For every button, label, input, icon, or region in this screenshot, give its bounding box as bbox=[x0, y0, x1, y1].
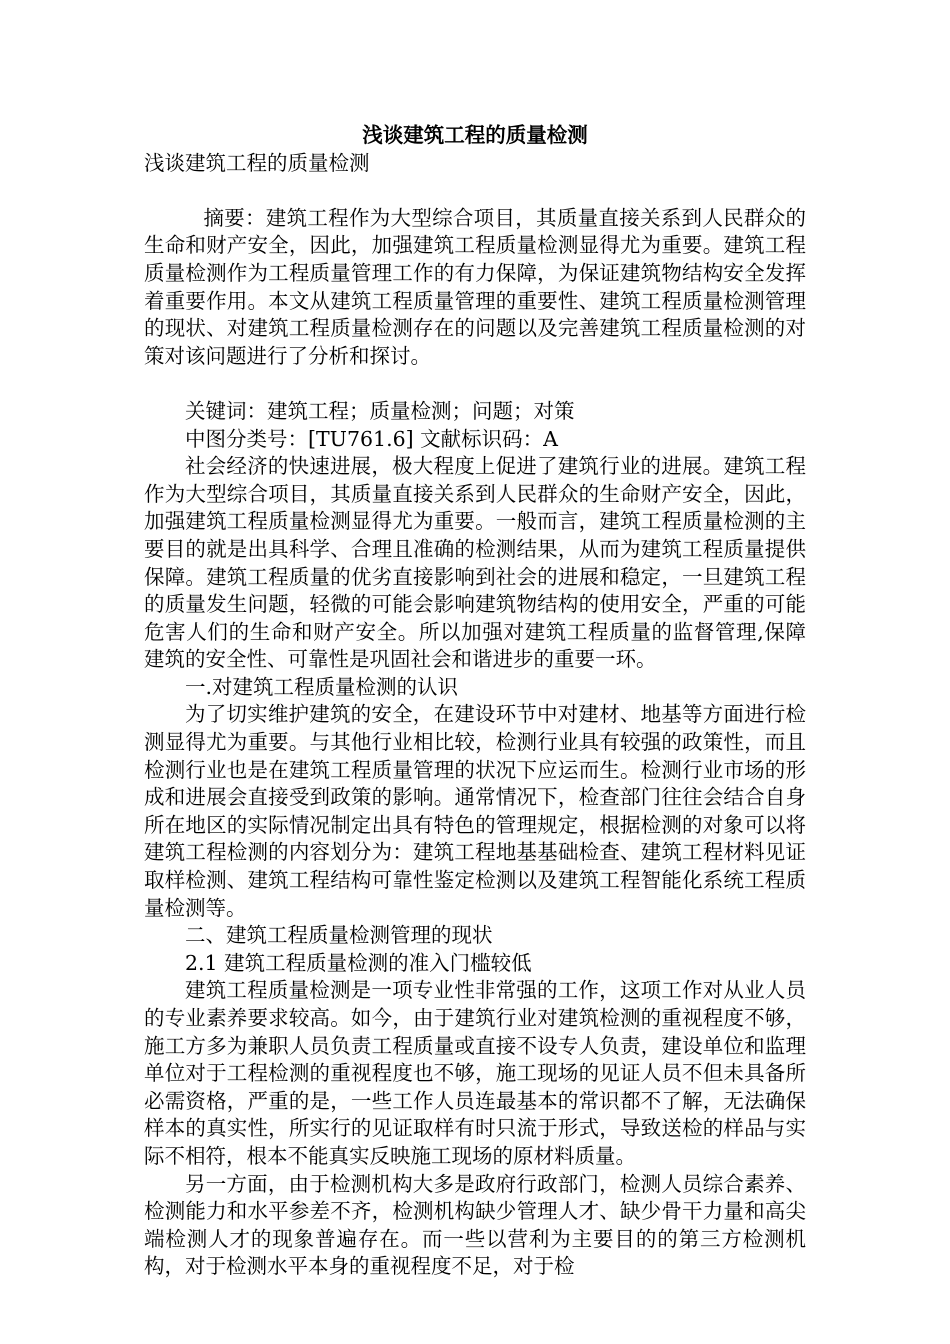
abstract-paragraph: 摘要：建筑工程作为大型综合项目，其质量直接关系到人民群众的生命和财产安全，因此，加强建筑工程质量检测显得尤为重要。建筑工程质量检测作为工程质量管理工作的有力保障，为保证建筑物结构安全发挥着重要作用。本文从建筑工程质量管理的重要性、建筑工程质量检测管理的现状、对建筑工程质量检测存在的问题以及完善建筑工程质量检测的对策对该问题进行了分析和探讨。 bbox=[144, 205, 806, 368]
section-1-paragraph: 为了切实维护建筑的安全，在建设环节中对建材、地基等方面进行检测显得尤为重要。与其他行业相比较，检测行业具有较强的政策性，而且检测行业也是在建筑工程质量管理的状况下应运而生。检测行业市场的形成和进展会直接受到政策的影响。通常情况下，检查部门往往会结合自身所在地区的实际情况制定出具有特色的管理规定，根据检测的对象可以将建筑工程检测的内容划分为：建筑工程地基基础检查、建筑工程材料见证取样检测、建筑工程结构可靠性鉴定检测以及建筑工程智能化系统工程质量检测等。 bbox=[144, 702, 806, 920]
blank-line bbox=[144, 177, 806, 205]
document-subtitle: 浅谈建筑工程的质量检测 bbox=[144, 150, 370, 175]
keywords-line: 关键词：建筑工程；质量检测；问题；对策 bbox=[185, 398, 575, 423]
subsection-heading-2-1: 2.1 建筑工程质量检测的准入门槛较低 bbox=[185, 950, 532, 975]
section-2-1-paragraph-b: 另一方面，由于检测机构大多是政府行政部门，检测人员综合素养、检测能力和水平参差不齐，检测机构缺少管理人才、缺少骨干力量和高尖端检测人才的现象普遍存在。而一些以营利为主要目的的第三方检测机构，对于检测水平本身的重视程度不足，对于检 bbox=[144, 1171, 806, 1279]
document-title: 浅谈建筑工程的质量检测 bbox=[362, 123, 588, 147]
section-heading-1: 一.对建筑工程质量检测的认识 bbox=[185, 674, 459, 699]
classification-line: 中图分类号：[TU761.6] 文献标识码：A bbox=[185, 426, 558, 451]
section-heading-2: 二、建筑工程质量检测管理的现状 bbox=[185, 923, 493, 948]
blank-line bbox=[144, 370, 806, 398]
section-2-1-paragraph-a: 建筑工程质量检测是一项专业性非常强的工作，这项工作对从业人员的专业素养要求较高。如今，由于建筑行业对建筑检测的重视程度不够，施工方多为兼职人员负责工程质量或直接不设专人负责，建设单位和监理单位对于工程检测的重视程度也不够，施工现场的见证人员不但未具备所必需资格，严重的是，一些工作人员连最基本的常识都不了解，无法确保样本的真实性，所实行的见证取样有时只流于形式，导致送检的样品与实际不相符，根本不能真实反映施工现场的原材料质量。 bbox=[144, 978, 806, 1168]
document-body bbox=[144, 122, 806, 1281]
intro-paragraph: 社会经济的快速进展，极大程度上促进了建筑行业的进展。建筑工程作为大型综合项目，其质量直接关系到人民群众的生命财产安全，因此，加强建筑工程质量检测显得尤为重要。一般而言，建筑工程质量检测的主要目的就是出具科学、合理且准确的检测结果，从而为建筑工程质量提供保障。建筑工程质量的优劣直接影响到社会的进展和稳定，一旦建筑工程的质量发生问题，轻微的可能会影响建筑物结构的使用安全，严重的可能危害人们的生命和财产安全。所以加强对建筑工程质量的监督管理,保障建筑的安全性、可靠性是巩固社会和谐进步的重要一环。 bbox=[144, 454, 806, 672]
